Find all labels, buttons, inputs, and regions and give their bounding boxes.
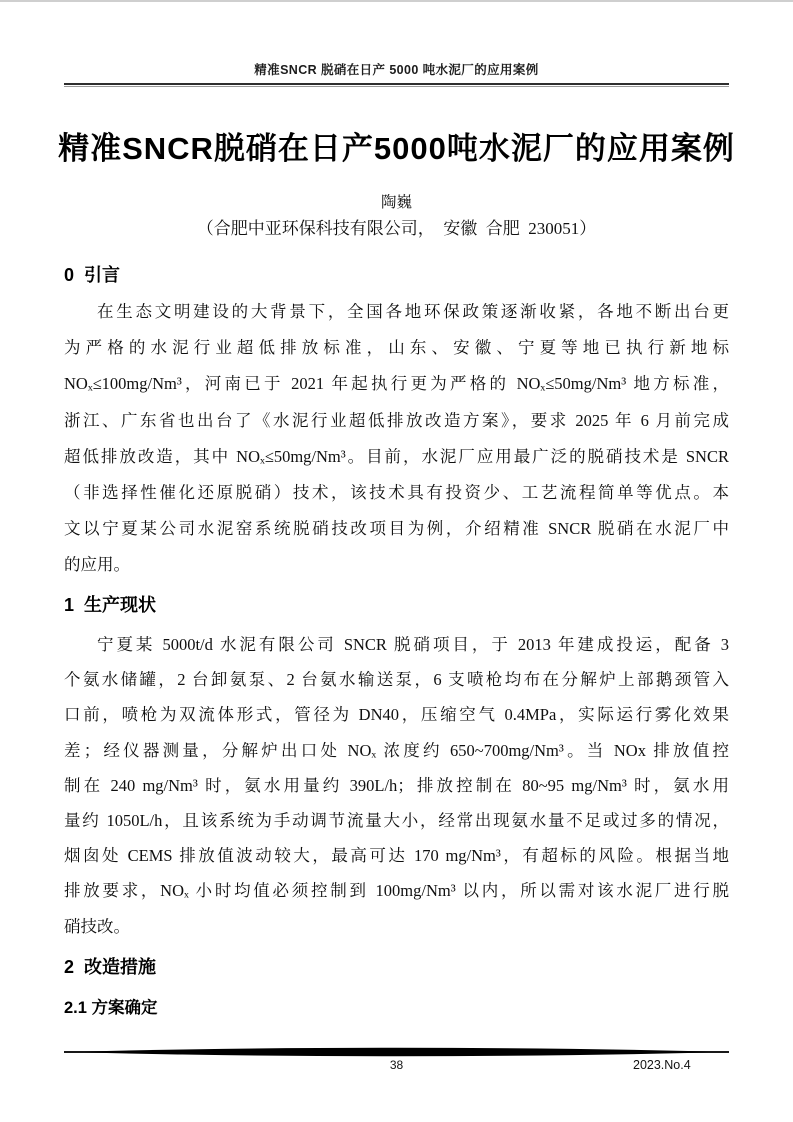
text-line: 量约 1050L/h，且该系统为手动调节流量大小，经常出现氨水量不足或过多的情况， [64, 811, 729, 831]
subsection-heading-plan-determination: 2.1 方案确定 [64, 999, 158, 1017]
author-name: 陶巍 [380, 194, 412, 211]
text-line: 文以宁夏某公司水泥窑系统脱硝技改项目为例，介绍精准 SNCR 脱硝在水泥厂中 [64, 519, 729, 539]
issue-label: 2023.No.4 [633, 1058, 691, 1072]
text-line: 浙江、广东省也出台了《水泥行业超低排放改造方案》，要求 2025 年 6 月前完成 [64, 410, 729, 430]
text-line: 制在 240 mg/Nm³ 时，氨水用量约 390L/h；排放控制在 80~95 mg/Nm³ 时，氨水用 [64, 775, 729, 795]
paragraph-introduction [64, 294, 729, 584]
text-line: 硝技改。 [64, 916, 130, 936]
page-top-border [0, 0, 793, 2]
header-rule [64, 83, 729, 87]
section-heading-production-status: 1 生产现状 [64, 595, 157, 615]
article-title: 精准SNCR脱硝在日产5000吨水泥厂的应用案例 [58, 131, 735, 166]
running-title: 精准SNCR 脱硝在日产 5000 吨水泥厂的应用案例 [254, 63, 539, 77]
page-number: 38 [389, 1058, 404, 1072]
author-affiliation: （合肥中亚环保科技有限公司， 安徽 合肥 230051） [196, 219, 597, 238]
text-line: NOₓ≤100mg/Nm³，河南已于 2021 年起执行更为严格的 NOₓ≤50mg/Nm³ 地方标准， [64, 374, 729, 394]
text-line: 口前，喷枪为双流体形式，管径为 DN40，压缩空气 0.4MPa，实际运行雾化效果 [64, 705, 729, 725]
text-line: 宁夏某 5000t/d 水泥有限公司 SNCR 脱硝项目，于 2013 年建成投运，配备 3 [97, 635, 729, 654]
text-line: 的应用。 [64, 555, 130, 575]
running-head [64, 60, 729, 87]
text-line: 差；经仪器测量，分解炉出口处 NOₓ 浓度约 650~700mg/Nm³。当 NOx 排放值控 [64, 740, 729, 760]
section-heading-introduction: 0 引言 [64, 265, 121, 285]
footer-rule-bar [64, 1047, 729, 1057]
text-line: 超低排放改造，其中 NOₓ≤50mg/Nm³。目前，水泥厂应用最广泛的脱硝技术是 SNCR [64, 446, 729, 466]
section-heading-retrofit-measures: 2 改造措施 [64, 957, 157, 977]
text-line: 排放要求，NOₓ 小时均值必须控制到 100mg/Nm³ 以内，所以需对该水泥厂进行脱 [64, 881, 729, 901]
text-line: （非选择性催化还原脱硝）技术，该技术具有投资少、工艺流程简单等优点。本 [64, 483, 729, 503]
text-line: 个氨水储罐，2 台卸氨泵、2 台氨水输送泵，6 支喷枪均布在分解炉上部鹅颈管入 [64, 670, 729, 690]
paragraph-production-status [64, 627, 729, 944]
text-line: 为严格的水泥行业超低排放标准，山东、安徽、宁夏等地已执行新地标 [64, 338, 729, 358]
text-line: 烟囱处 CEMS 排放值波动较大，最高可达 170 mg/Nm³，有超标的风险。根据当地 [64, 846, 729, 866]
text-line: 在生态文明建设的大背景下，全国各地环保政策逐渐收紧，各地不断出台更 [97, 302, 729, 321]
